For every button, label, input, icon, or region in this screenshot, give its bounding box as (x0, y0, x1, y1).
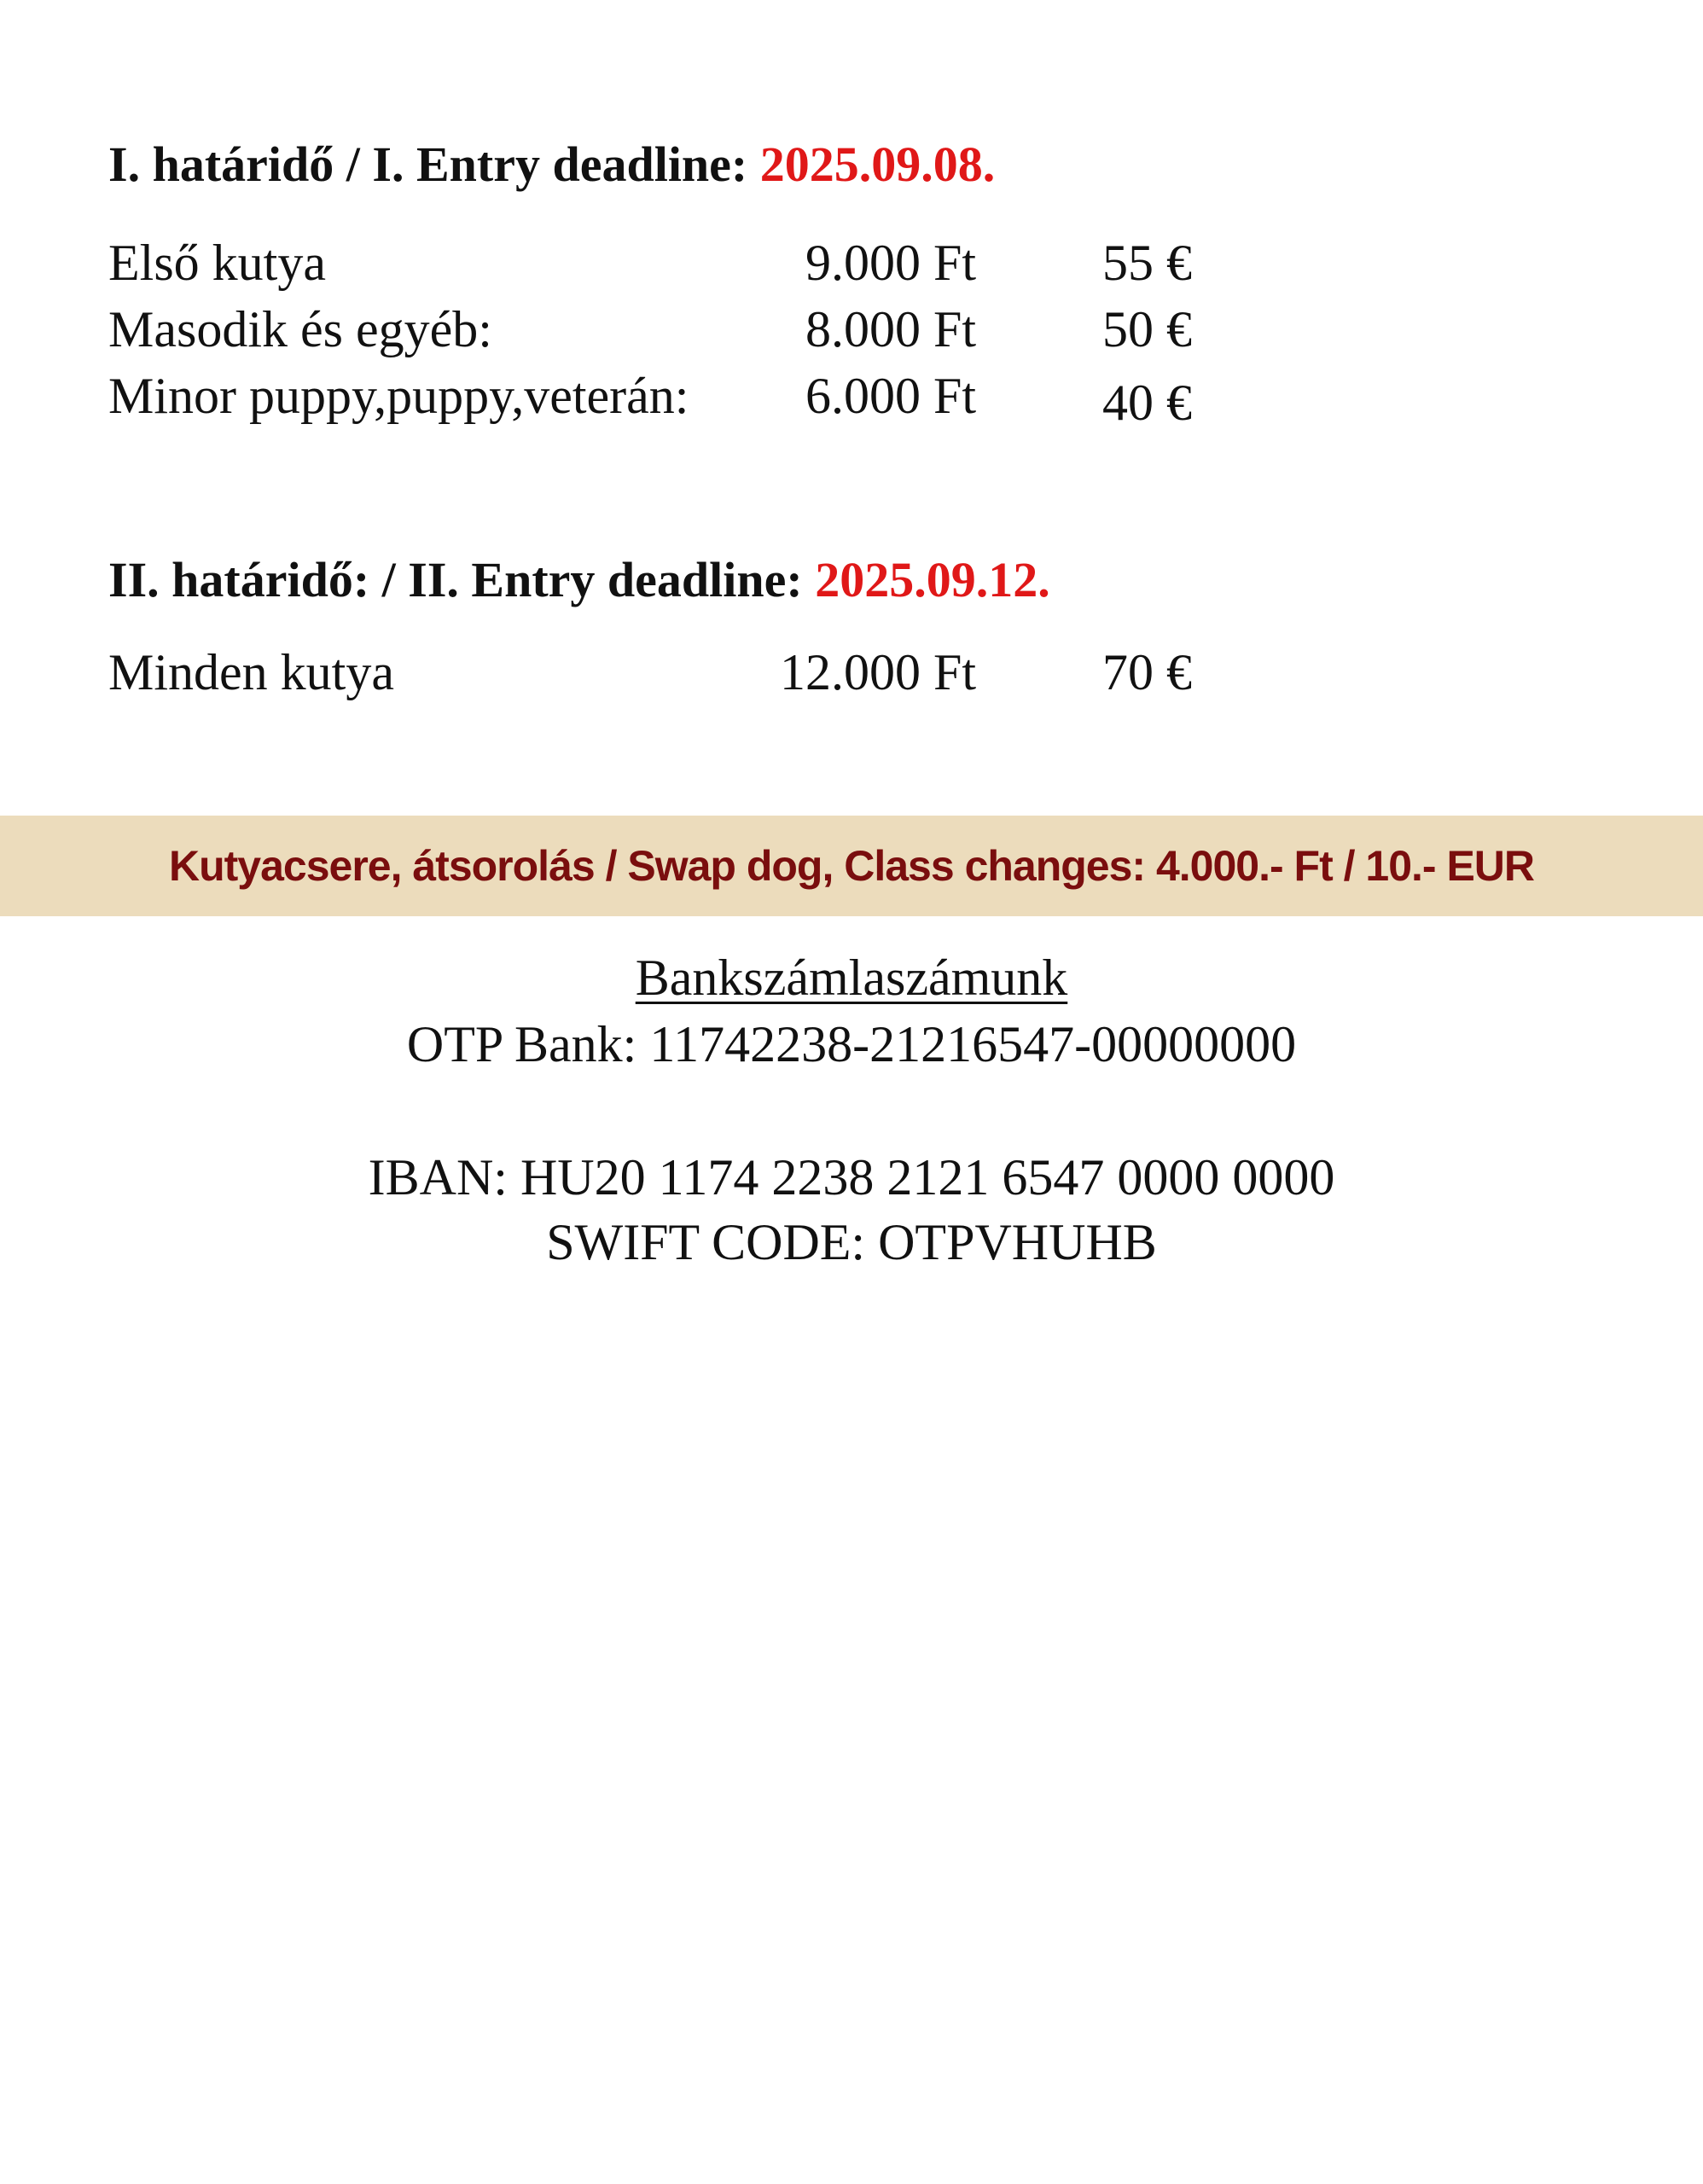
fee-row (0, 365, 1703, 431)
fee-row-huf: 6.000 Ft (805, 368, 976, 424)
deadline-1-date: 2025.09.08. (759, 136, 996, 192)
fee-row-huf: 8.000 Ft (805, 301, 976, 357)
fee-row-label: Minden kutya (108, 644, 394, 700)
bank-account: OTP Bank: 11742238-21216547-00000000 (406, 1016, 1297, 1072)
swap-fee-banner (0, 816, 1703, 916)
fee-row-label: Első kutya (108, 235, 326, 291)
deadline-1-label: I. határidő / I. Entry deadline: (108, 136, 748, 192)
bank-swift: SWIFT CODE: OTPVHUHB (546, 1214, 1157, 1270)
fee-row-label: Masodik és egyéb: (108, 301, 492, 357)
fee-row-eur: 40 € (1102, 375, 1192, 431)
deadline-2-label: II. határidő: / II. Entry deadline: (108, 552, 803, 607)
bank-title: Bankszámlaszámunk (635, 950, 1068, 1006)
fee-row-eur: 70 € (1102, 644, 1192, 700)
fee-row-label: Minor puppy,puppy,veterán: (108, 368, 689, 424)
fee-row-huf: 12.000 Ft (779, 644, 976, 700)
deadline-2-date: 2025.09.12. (815, 552, 1050, 607)
fee-row (0, 232, 1703, 293)
deadline-1-heading (108, 135, 995, 195)
fee-row (0, 642, 1703, 703)
fee-row-eur: 55 € (1102, 235, 1192, 291)
bank-title-line (0, 945, 1703, 1010)
swap-fee-text: Kutyacsere, átsorolás / Swap dog, Class changes: 4.000.- Ft / 10.- EUR (168, 842, 1535, 890)
fee-row-huf: 9.000 Ft (805, 235, 976, 291)
deadline-2-heading (108, 550, 1050, 610)
fee-row-eur: 50 € (1102, 301, 1192, 357)
bank-iban: IBAN: HU20 1174 2238 2121 6547 0000 0000 (368, 1149, 1335, 1205)
fee-row (0, 299, 1703, 360)
